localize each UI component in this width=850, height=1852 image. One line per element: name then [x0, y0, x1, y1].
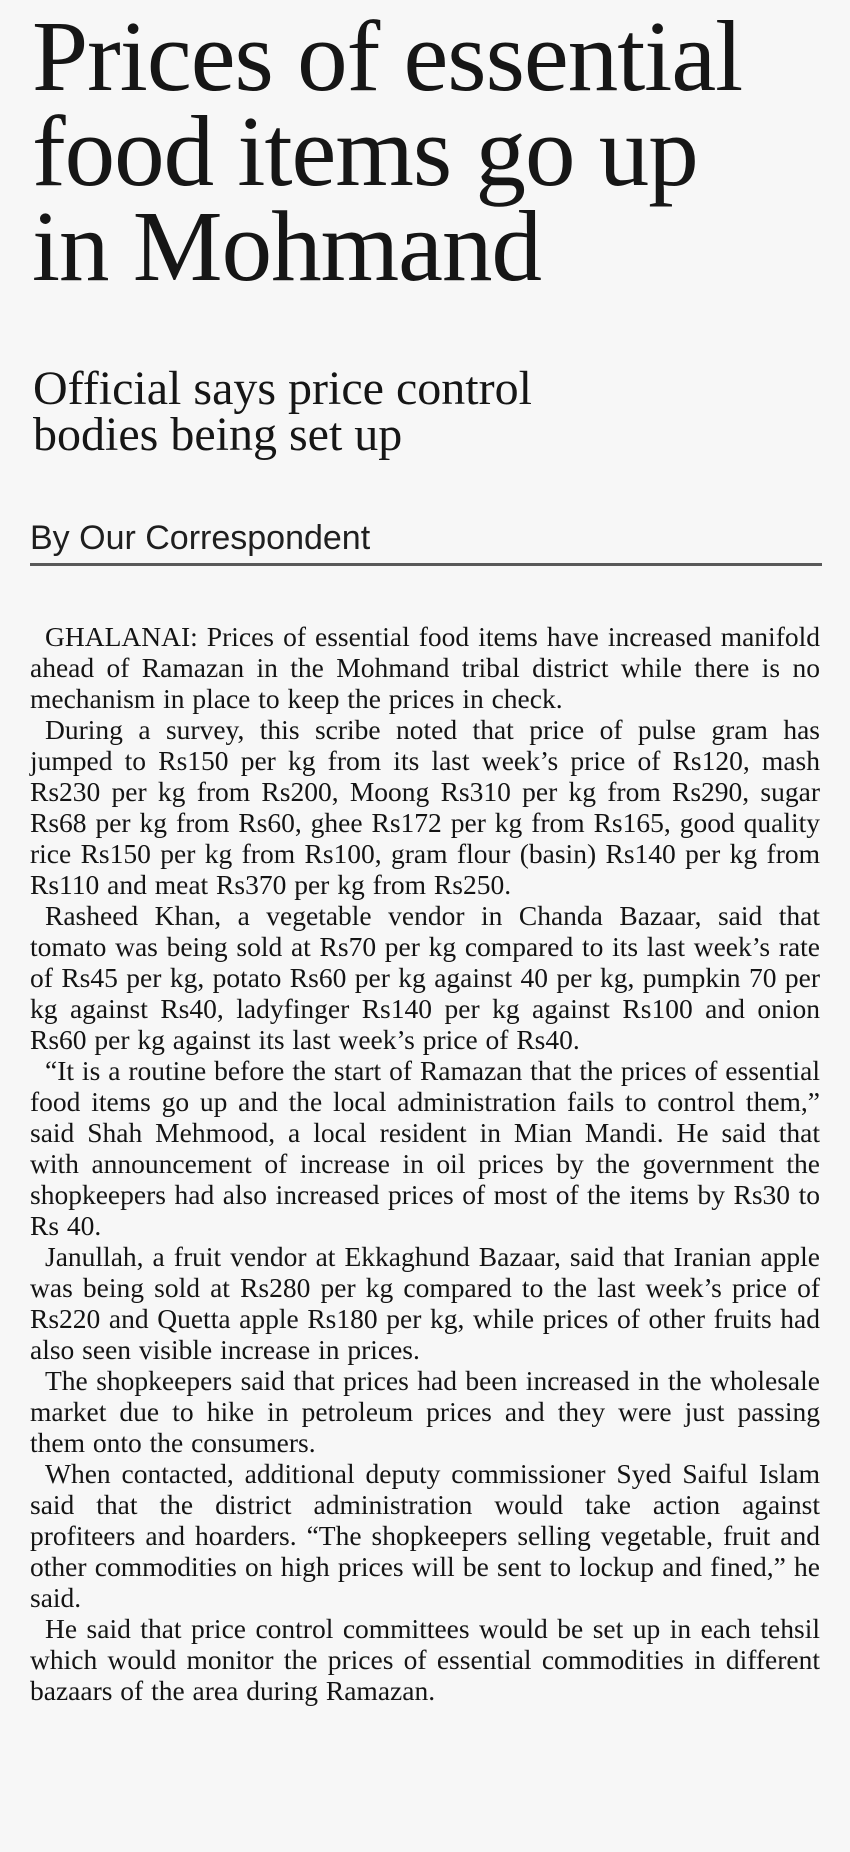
article-subheadline: Official says price control bodies being set up: [33, 362, 532, 461]
article-paragraph-3: Rasheed Khan, a vegetable vendor in Chanda Bazaar, said that tomato was being sold at Rs70 per kg compared to its last week’s rate of Rs45 per kg, potato Rs60 per kg against 40 per kg, pumpkin 70 per kg against Rs40, ladyfinger Rs140 per kg against Rs100 and onion Rs60 per kg against its last week’s price of Rs40.: [30, 900, 820, 1055]
article-headline: Prices of essential food items go up in Mohmand: [32, 0, 743, 302]
article-paragraph-8: He said that price control committees would be set up in each tehsil which would monitor the prices of essential commodities in different bazaars of the area during Ramazan.: [30, 1613, 820, 1706]
article-body: [30, 621, 820, 1706]
article-paragraph-5: Janullah, a fruit vendor at Ekkaghund Bazaar, said that Iranian apple was being sold at Rs280 per kg compared to the last week’s price of Rs220 and Quetta apple Rs180 per kg, while prices of other fruits had also seen visible increase in prices.: [30, 1241, 820, 1365]
byline-divider: [30, 563, 822, 566]
article-byline: By Our Correspondent: [30, 519, 371, 557]
article-paragraph-4: “It is a routine before the start of Ramazan that the prices of essential food items go up and the local administration fails to control them,” said Shah Mehmood, a local resident in Mian Mandi. He said that with announcement of increase in oil prices by the government the shopkeepers had also increased prices of most of the items by Rs30 to Rs 40.: [30, 1055, 820, 1241]
article-paragraph-2: During a survey, this scribe noted that price of pulse gram has jumped to Rs150 per kg from its last week’s price of Rs120, mash Rs230 per kg from Rs200, Moong Rs310 per kg from Rs290, sugar Rs68 per kg from Rs60, ghee Rs172 per kg from Rs165, good quality rice Rs150 per kg from Rs100, gram flour (basin) Rs140 per kg from Rs110 and meat Rs370 per kg from Rs250.: [30, 714, 820, 900]
article-paragraph-6: The shopkeepers said that prices had been increased in the wholesale market due to hike in petroleum prices and they were just passing them onto the consumers.: [30, 1365, 820, 1458]
article-paragraph-7: When contacted, additional deputy commissioner Syed Saiful Islam said that the district administration would take action against profiteers and hoarders. “The shopkeepers selling vegetable, fruit and other commodities on high prices will be sent to lockup and fined,” he said.: [30, 1458, 820, 1613]
article-paragraph-1: GHALANAI: Prices of essential food items have increased manifold ahead of Ramazan in the Mohmand tribal district while there is no mechanism in place to keep the prices in check.: [30, 621, 820, 714]
